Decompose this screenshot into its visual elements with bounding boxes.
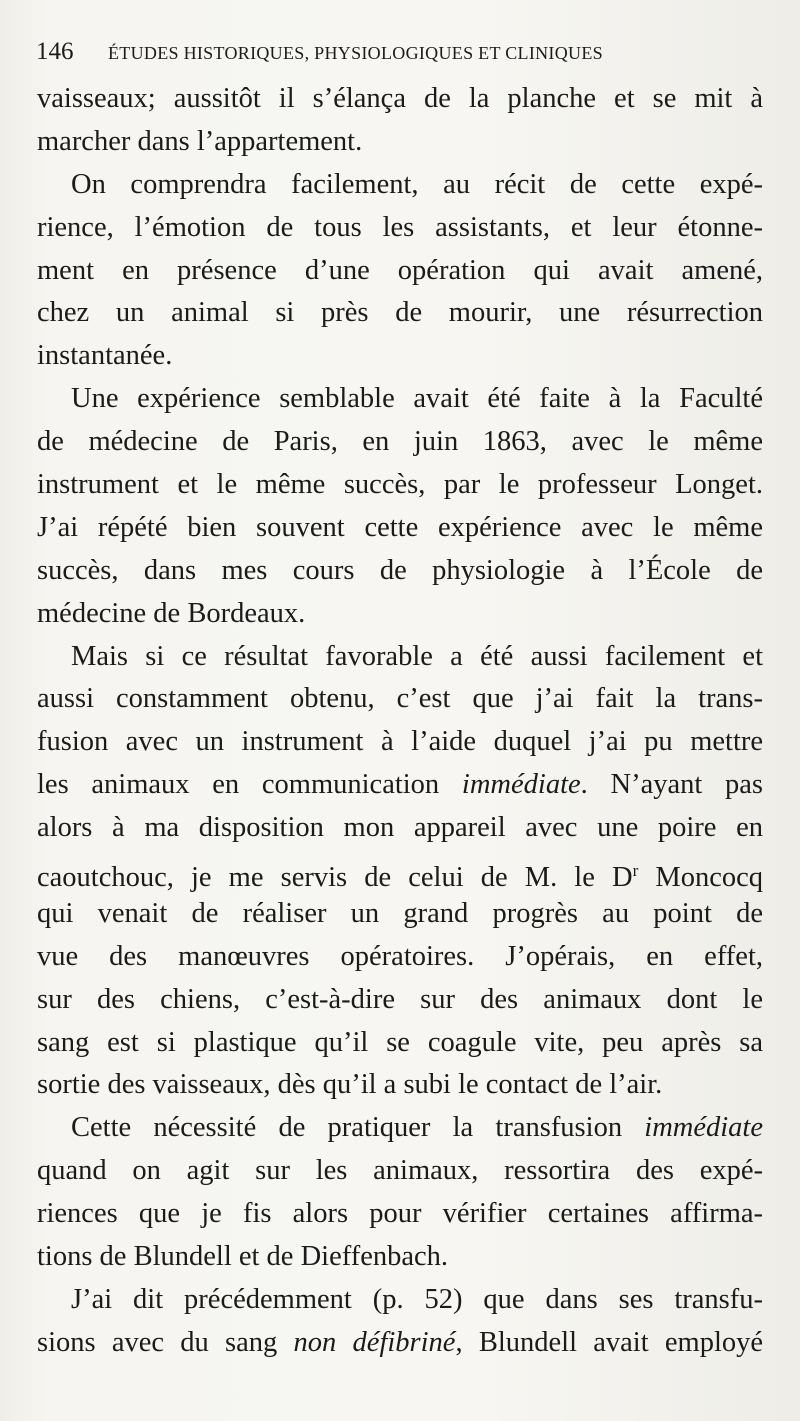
text-line: qui venait de réaliser un grand progrès au point de [37, 897, 763, 929]
text-line: alors à ma disposition mon appareil avec une poire en [37, 812, 763, 844]
text-line: tions de Blundell et de Dieffenbach. [37, 1241, 449, 1273]
text-line: riences que je fis alors pour vérifier certaines affirma- [37, 1198, 763, 1230]
text-line: sortie des vaisseaux, dès qu’il a subi le contact de l’air. [37, 1069, 663, 1101]
body-text [37, 78, 763, 1365]
text-line: vaisseaux; aussitôt il s’élança de la planche et se mit à [37, 83, 763, 114]
text-line: quand on agit sur les animaux, ressortira des expé- [37, 1155, 763, 1187]
text-line: Une expérience semblable avait été faite à la Faculté [71, 383, 763, 415]
text-line: J’ai répété bien souvent cette expérience avec le même [37, 511, 763, 543]
text-line: instantanée. [37, 340, 173, 372]
text-line: de médecine de Paris, en juin 1863, avec le même [37, 426, 763, 458]
text-line: Mais si ce résultat favorable a été aussi facilement et [71, 640, 763, 672]
text-line: rience, l’émotion de tous les assistants, et leur étonne- [37, 211, 763, 243]
text-line: Cette nécessité de pratiquer la transfusion immédiate [71, 1112, 763, 1144]
text-line: les animaux en communication immédiate. N’ayant pas [37, 769, 764, 801]
text-line: marcher dans l’appartement. [37, 125, 363, 157]
text-line: ment en présence d’une opération qui avait amené, [37, 254, 763, 286]
text-line: sions avec du sang non défibriné, Blundell avait employé [37, 1326, 764, 1358]
text-line: médecine de Bordeaux. [37, 597, 306, 629]
text-line: sur des chiens, c’est-à-dire sur des animaux dont le [37, 983, 763, 1015]
text-line: chez un animal si près de mourir, une résurrection [37, 297, 763, 329]
text-line: On comprendra facilement, au récit de cette expé- [71, 168, 763, 200]
page-header [36, 38, 756, 66]
text-line: instrument et le même succès, par le professeur Longet. [37, 469, 763, 501]
text-line: caoutchouc, je me servis de celui de M. le $D^r$ Moncocq [37, 861, 764, 894]
text-line: vue des manœuvres opératoires. J’opérais, en effet, [37, 940, 763, 972]
page-number: 146 [36, 38, 74, 65]
running-head: ÉTUDES HISTORIQUES, PHYSIOLOGIQUES ET CLINIQUES [108, 43, 603, 63]
text-line: succès, dans mes cours de physiologie à l’École de [37, 554, 763, 586]
text-line: aussi constamment obtenu, c’est que j’ai fait la trans- [37, 683, 763, 715]
text-line: sang est si plastique qu’il se coagule vite, peu après sa [37, 1026, 763, 1058]
text-line: J’ai dit précédemment (p. 52) que dans ses transfu- [71, 1283, 763, 1315]
text-line: fusion avec un instrument à l’aide duquel j’ai pu mettre [37, 726, 763, 758]
